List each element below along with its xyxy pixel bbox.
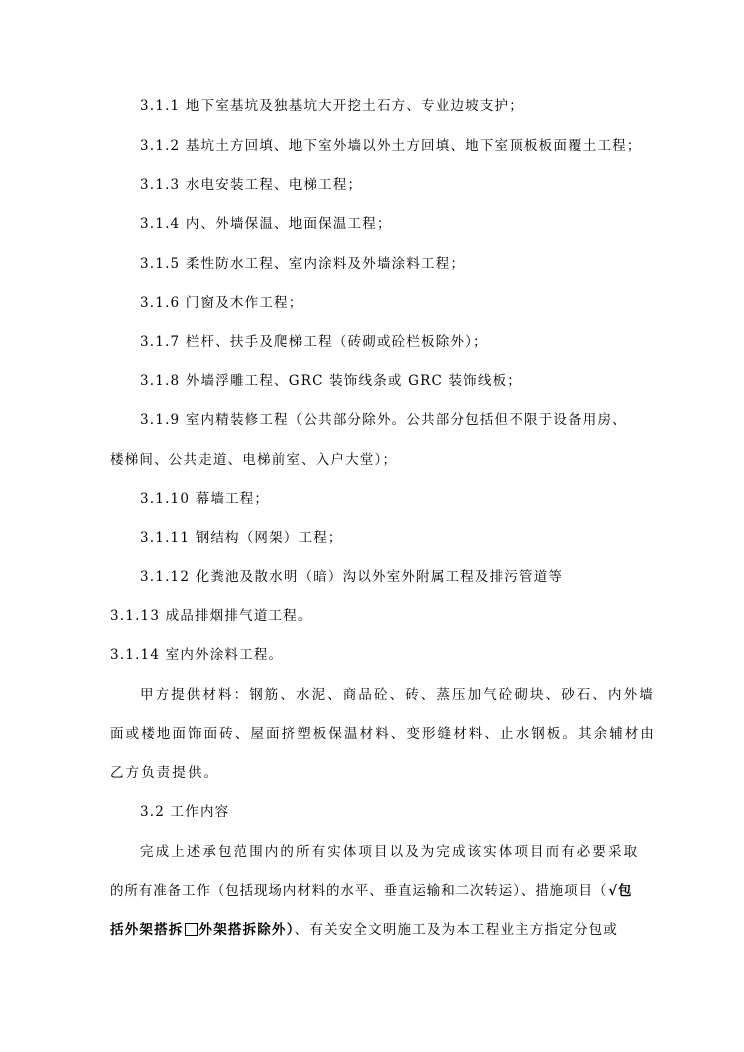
item-3-1-6: 3.1.6 门窗及木作工程； (140, 295, 304, 311)
item-3-1-14: 3.1.14 室内外涂料工程。 (110, 647, 284, 663)
item-3-1-13: 3.1.13 成品排烟排气道工程。 (110, 608, 313, 624)
work-content-line-3-text: 、有关安全文明施工及为本工程业主方指定分包或 (294, 922, 619, 938)
item-3-1-11: 3.1.11 钢结构（网架）工程； (140, 530, 343, 546)
work-content-line-2 (110, 882, 632, 900)
item-3-1-2: 3.1.2 基坑土方回填、地下室外墙以外土方回填、地下室顶板板面覆土工程； (140, 138, 642, 154)
materials-line-1: 甲方提供材料：钢筋、水泥、商品砼、砖、蒸压加气砼砌块、砂石、内外墙 (140, 687, 655, 703)
section-heading: 3.2 工作内容 (140, 804, 230, 820)
work-content-line-1: 完成上述承包范围内的所有实体项目以及为完成该实体项目而有必要采取 (140, 844, 640, 860)
item-3-1-4: 3.1.4 内、外墙保温、地面保温工程； (140, 216, 392, 232)
item-3-1-5: 3.1.5 柔性防水工程、室内涂料及外墙涂料工程； (140, 256, 466, 272)
item-3-1-9-line2: 楼梯间、公共走道、电梯前室、入户大堂）； (110, 452, 398, 468)
work-content-line-3 (110, 921, 618, 939)
checkbox-unchecked-icon[interactable] (185, 923, 198, 936)
item-3-1-9-line1: 3.1.9 室内精装修工程（公共部分除外。公共部分包括但不限于设备用房、 (140, 412, 627, 428)
work-content-line-2-text: 的所有准备工作（包括现场内材料的水平、垂直运输和二次转运）、措施项目（ (110, 883, 608, 899)
scaffold-excluded-text: 外架搭拆除外） (198, 922, 295, 938)
item-3-1-3: 3.1.3 水电安装工程、电梯工程； (140, 177, 363, 193)
check-mark-icon: √ (608, 883, 619, 899)
item-3-1-10: 3.1.10 幕墙工程； (140, 491, 270, 507)
item-3-1-7: 3.1.7 栏杆、扶手及爬梯工程（砖砌或砼栏板除外）； (140, 334, 488, 350)
item-3-1-1: 3.1.1 地下室基坑及独基坑大开挖土石方、专业边坡支护； (140, 98, 524, 114)
scaffold-included-text: 括外架搭拆 (110, 922, 184, 938)
work-content-line-2-bold: 包 (618, 883, 633, 899)
materials-line-3: 乙方负责提供。 (110, 765, 220, 781)
item-3-1-12: 3.1.12 化粪池及散水明（暗）沟以外室外附属工程及排污管道等 (140, 569, 564, 585)
item-3-1-8: 3.1.8 外墙浮雕工程、GRC 装饰线条或 GRC 装饰线板； (140, 373, 522, 389)
materials-line-2: 面或楼地面饰面砖、屋面挤塑板保温材料、变形缝材料、止水钢板。其余辅材由 (110, 726, 656, 742)
